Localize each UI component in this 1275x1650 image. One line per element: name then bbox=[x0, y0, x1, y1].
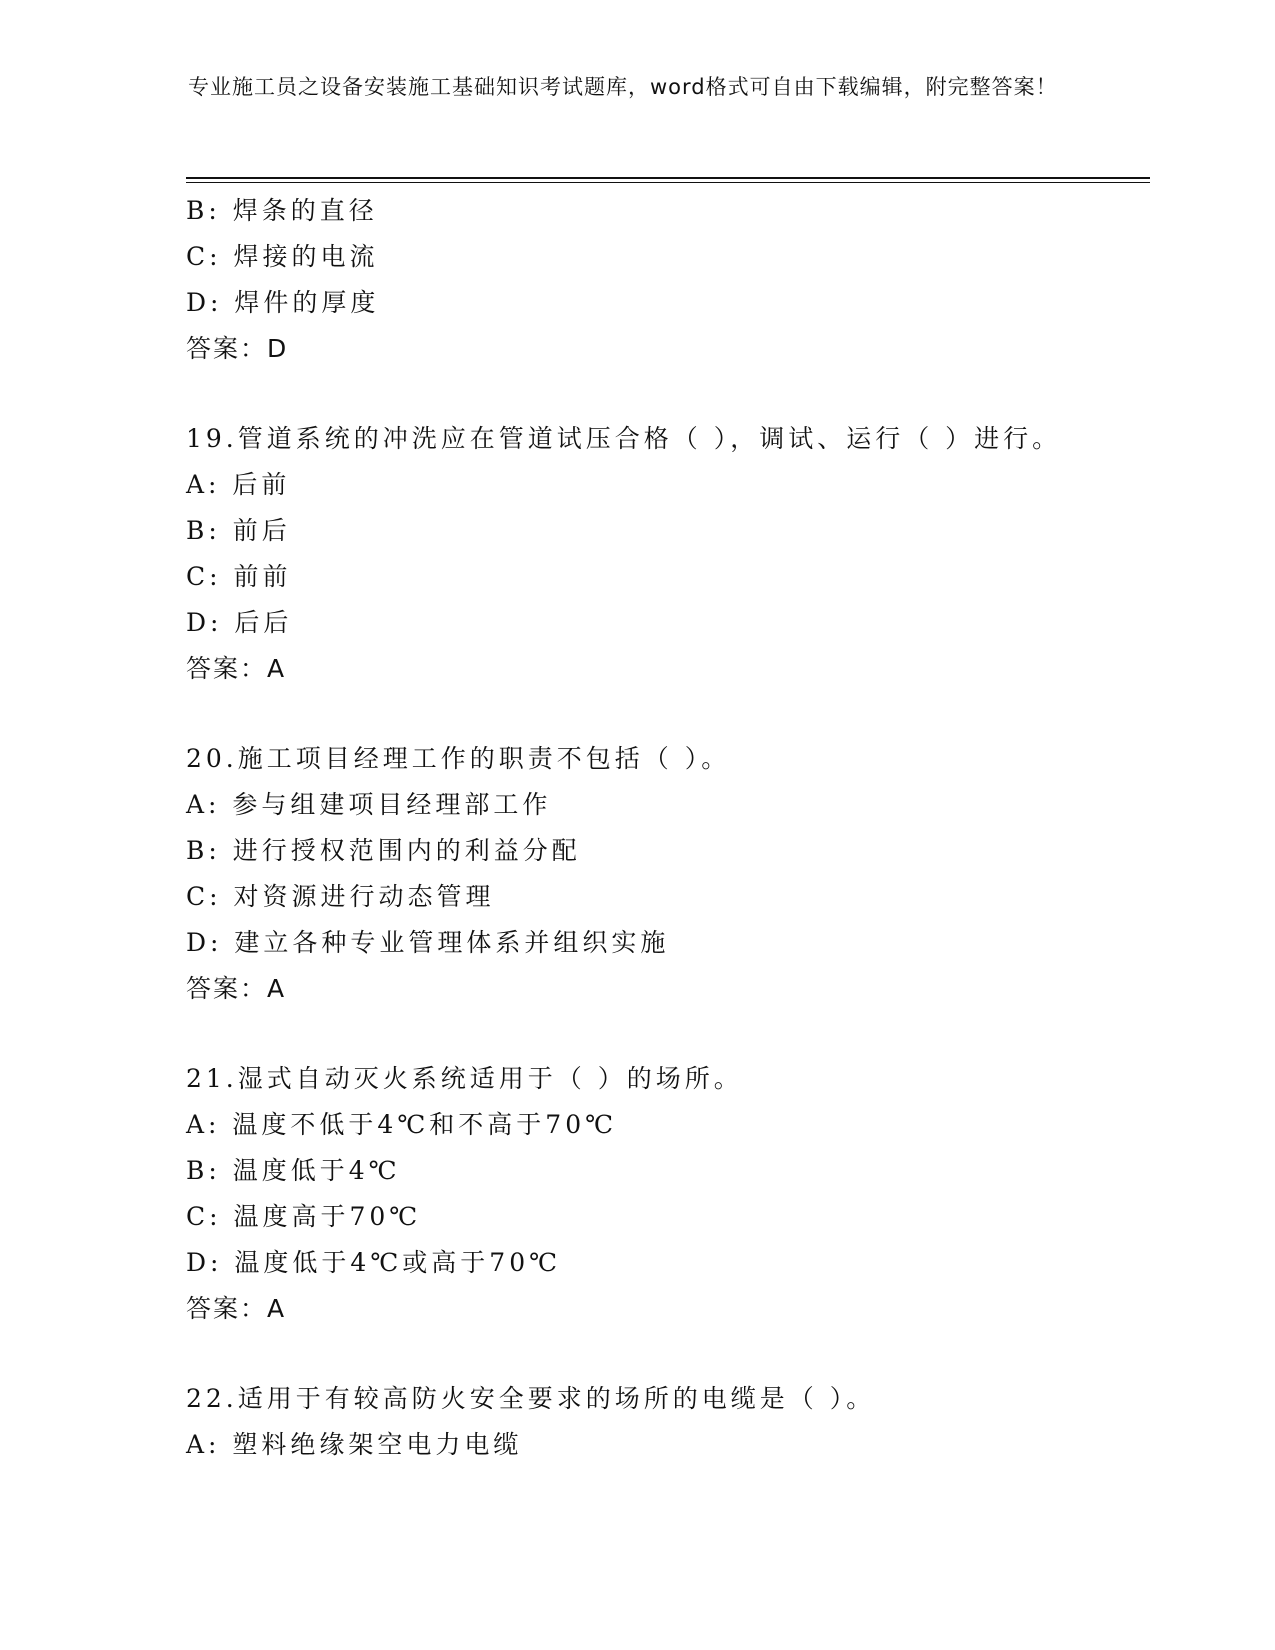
question-22 bbox=[186, 1376, 1146, 1468]
option-d: D: 建立各种专业管理体系并组织实施 bbox=[186, 928, 670, 957]
question-stem: 22.适用于有较高防火安全要求的场所的电缆是（ ）。 bbox=[186, 1384, 876, 1413]
option-b: B: 温度低于4℃ bbox=[186, 1156, 401, 1185]
option-a: A: 温度不低于4℃和不高于70℃ bbox=[186, 1110, 618, 1139]
option-a: A: 塑料绝缘架空电力电缆 bbox=[186, 1430, 523, 1459]
answer: 答案：A bbox=[186, 974, 287, 1003]
question-19 bbox=[186, 416, 1146, 692]
option-c: C: 温度高于70℃ bbox=[186, 1202, 422, 1231]
answer: 答案：D bbox=[186, 334, 289, 363]
question-stem: 21.湿式自动灭火系统适用于（ ）的场所。 bbox=[186, 1064, 743, 1093]
option-b: B: 焊条的直径 bbox=[186, 196, 378, 225]
header-rule-thin bbox=[186, 182, 1150, 183]
question-18-continuation bbox=[186, 188, 1146, 372]
option-b: B: 进行授权范围内的利益分配 bbox=[186, 836, 581, 865]
option-c: C: 前前 bbox=[186, 562, 292, 591]
option-c: C: 对资源进行动态管理 bbox=[186, 882, 495, 911]
option-d: D: 温度低于4℃或高于70℃ bbox=[186, 1248, 562, 1277]
option-a: A: 后前 bbox=[186, 470, 291, 499]
question-20 bbox=[186, 736, 1146, 1012]
header-rule-thick bbox=[186, 177, 1150, 179]
question-content bbox=[186, 188, 1146, 1468]
option-d: D: 焊件的厚度 bbox=[186, 288, 380, 317]
option-d: D: 后后 bbox=[186, 608, 293, 637]
answer: 答案：A bbox=[186, 1294, 287, 1323]
option-c: C: 焊接的电流 bbox=[186, 242, 379, 271]
option-b: B: 前后 bbox=[186, 516, 291, 545]
document-header: 专业施工员之设备安装施工基础知识考试题库，word格式可自由下载编辑，附完整答案！ bbox=[188, 75, 1058, 99]
answer: 答案：A bbox=[186, 654, 287, 683]
question-stem: 19.管道系统的冲洗应在管道试压合格（ ），调试、运行（ ）进行。 bbox=[186, 424, 1062, 453]
option-a: A: 参与组建项目经理部工作 bbox=[186, 790, 552, 819]
question-21 bbox=[186, 1056, 1146, 1332]
question-stem: 20.施工项目经理工作的职责不包括（ ）。 bbox=[186, 744, 731, 773]
